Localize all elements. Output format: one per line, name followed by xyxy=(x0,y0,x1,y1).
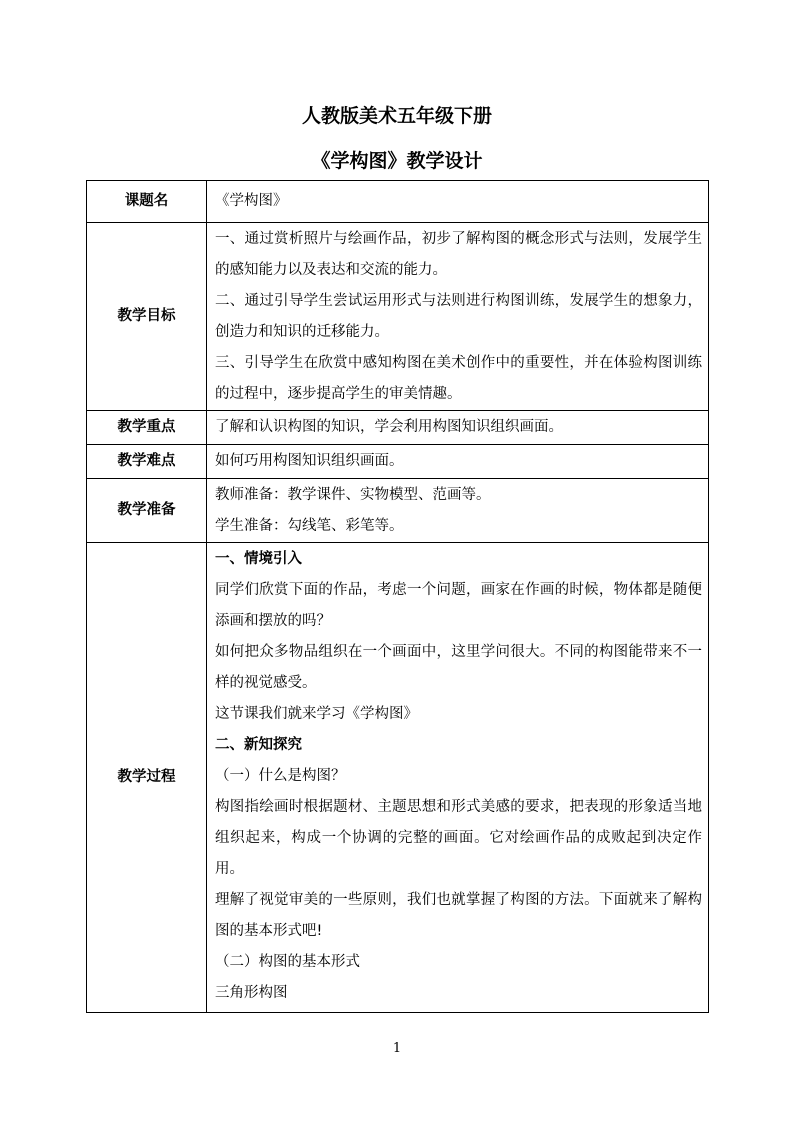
subsection-heading: （二）构图的基本形式 xyxy=(215,954,360,970)
process-label: 教学过程 xyxy=(87,543,207,1013)
table-row-difficulties xyxy=(87,445,709,479)
document-subtitle: 《学构图》教学设计 xyxy=(311,150,483,172)
table-row-process xyxy=(87,543,709,1013)
document-title: 人教版美术五年级下册 xyxy=(301,105,492,127)
process-paragraph: 理解了视觉审美的一些原则，我们也就掌握了构图的方法。下面就来了解构图的基本形式吧! xyxy=(215,892,702,939)
key-points-label: 教学重点 xyxy=(87,411,207,445)
process-paragraph: 构图指绘画时根据题材、主题思想和形式美感的要求，把表现的形象适当地组织起来，构成一个协调的完整的画面。它对绘画作品的成败起到决定作用。 xyxy=(215,799,702,877)
preparation-content xyxy=(207,479,709,543)
process-paragraph: 这节课我们就来学习《学构图》 xyxy=(215,706,418,722)
table-row-topic xyxy=(87,181,709,223)
topic-label: 课题名 xyxy=(87,181,207,223)
table-row-key-points xyxy=(87,411,709,445)
goal-paragraph: 一、通过赏析照片与绘画作品，初步了解构图的概念形式与法则，发展学生的感知能力以及表达和交流的能力。 xyxy=(215,230,702,278)
goal-paragraph: 二、通过引导学生尝试运用形式与法则进行构图训练，发展学生的想象力，创造力和知识的迁移能力。 xyxy=(215,292,702,340)
process-paragraph: 三角形构图 xyxy=(215,985,288,1001)
goals-label: 教学目标 xyxy=(87,223,207,411)
lesson-plan-table xyxy=(86,180,709,1013)
difficulties-label: 教学难点 xyxy=(87,445,207,479)
process-paragraph: 如何把众多物品组织在一个画面中，这里学问很大。不同的构图能带来不一样的视觉感受。 xyxy=(215,644,702,691)
process-content xyxy=(207,543,709,1013)
key-points-value: 了解和认识构图的知识，学会利用构图知识组织画面。 xyxy=(207,411,709,445)
subsection-heading: （一）什么是构图？ xyxy=(215,768,346,784)
topic-value: 《学构图》 xyxy=(207,181,709,223)
section-heading-exploration: 二、新知探究 xyxy=(215,737,302,753)
page-number: 1 xyxy=(392,1041,402,1056)
goal-paragraph: 三、引导学生在欣赏中感知构图在美术创作中的重要性，并在体验构图训练的过程中，逐步提高学生的审美情趣。 xyxy=(215,354,702,402)
section-heading-intro: 一、情境引入 xyxy=(215,551,302,567)
process-paragraph: 同学们欣赏下面的作品，考虑一个问题，画家在作画的时候，物体都是随便添画和摆放的吗？ xyxy=(215,582,702,629)
student-preparation: 学生准备：勾线笔、彩笔等。 xyxy=(215,517,404,534)
table-row-goals xyxy=(87,223,709,411)
goals-content xyxy=(207,223,709,411)
difficulties-value: 如何巧用构图知识组织画面。 xyxy=(207,445,709,479)
teacher-preparation: 教师准备：教学课件、实物模型、范画等。 xyxy=(215,486,491,503)
table-row-preparation xyxy=(87,479,709,543)
preparation-label: 教学准备 xyxy=(87,479,207,543)
